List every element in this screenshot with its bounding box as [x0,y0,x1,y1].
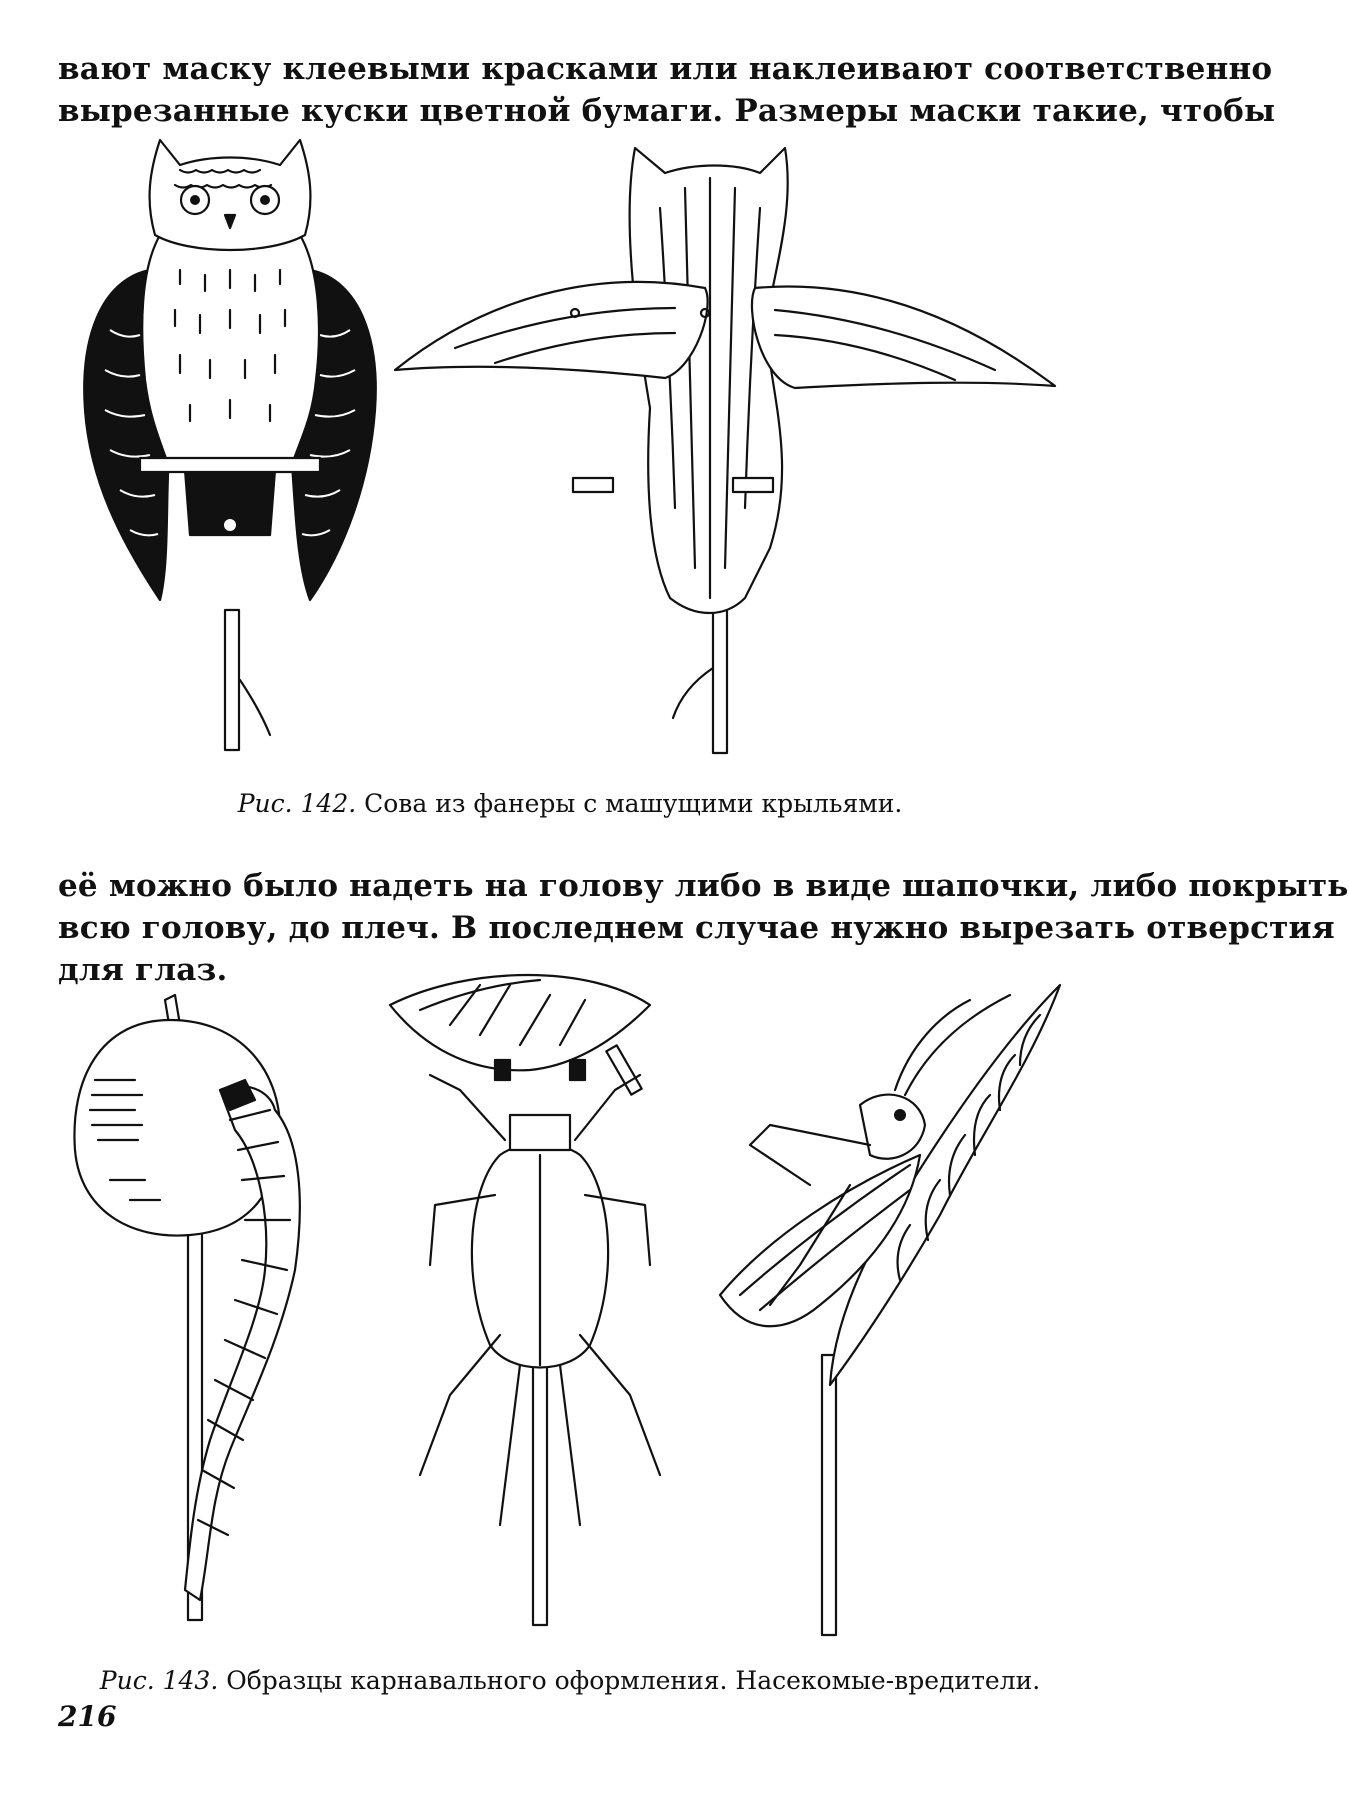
text-line: вают маску клеевыми красками или наклеивают соответственно [58,51,1273,87]
text-line: для глаз. [58,952,228,988]
owl-back-illustration [395,148,1055,763]
figure-caption-text: Образцы карнавального оформления. Насекомые-вредители. [226,1666,1041,1695]
figure-143-caption [0,1665,1140,1697]
apple-caterpillar-illustration [70,980,330,1630]
text-line: всю голову, до плеч. В последнем случае нужно вырезать отверстия [58,910,1335,946]
text-line: её можно было надеть на голову либо в виде шапочки, либо покрыть [58,868,1349,904]
paragraph-top [58,48,1276,132]
figure-label: Рис. 142. [237,789,357,818]
figure-label: Рис. 143. [99,1666,219,1695]
grasshopper-leaf-illustration [710,985,1080,1645]
beetle-leaf-illustration [390,965,690,1630]
text-line: вырезанные куски цветной бумаги. Размеры маски такие, чтобы [58,93,1276,129]
owl-front-illustration [80,140,380,760]
figure-caption-text: Сова из фанеры с машущими крыльями. [364,789,903,818]
page-number: 216 [58,1700,117,1733]
figure-142-caption [0,788,1140,820]
